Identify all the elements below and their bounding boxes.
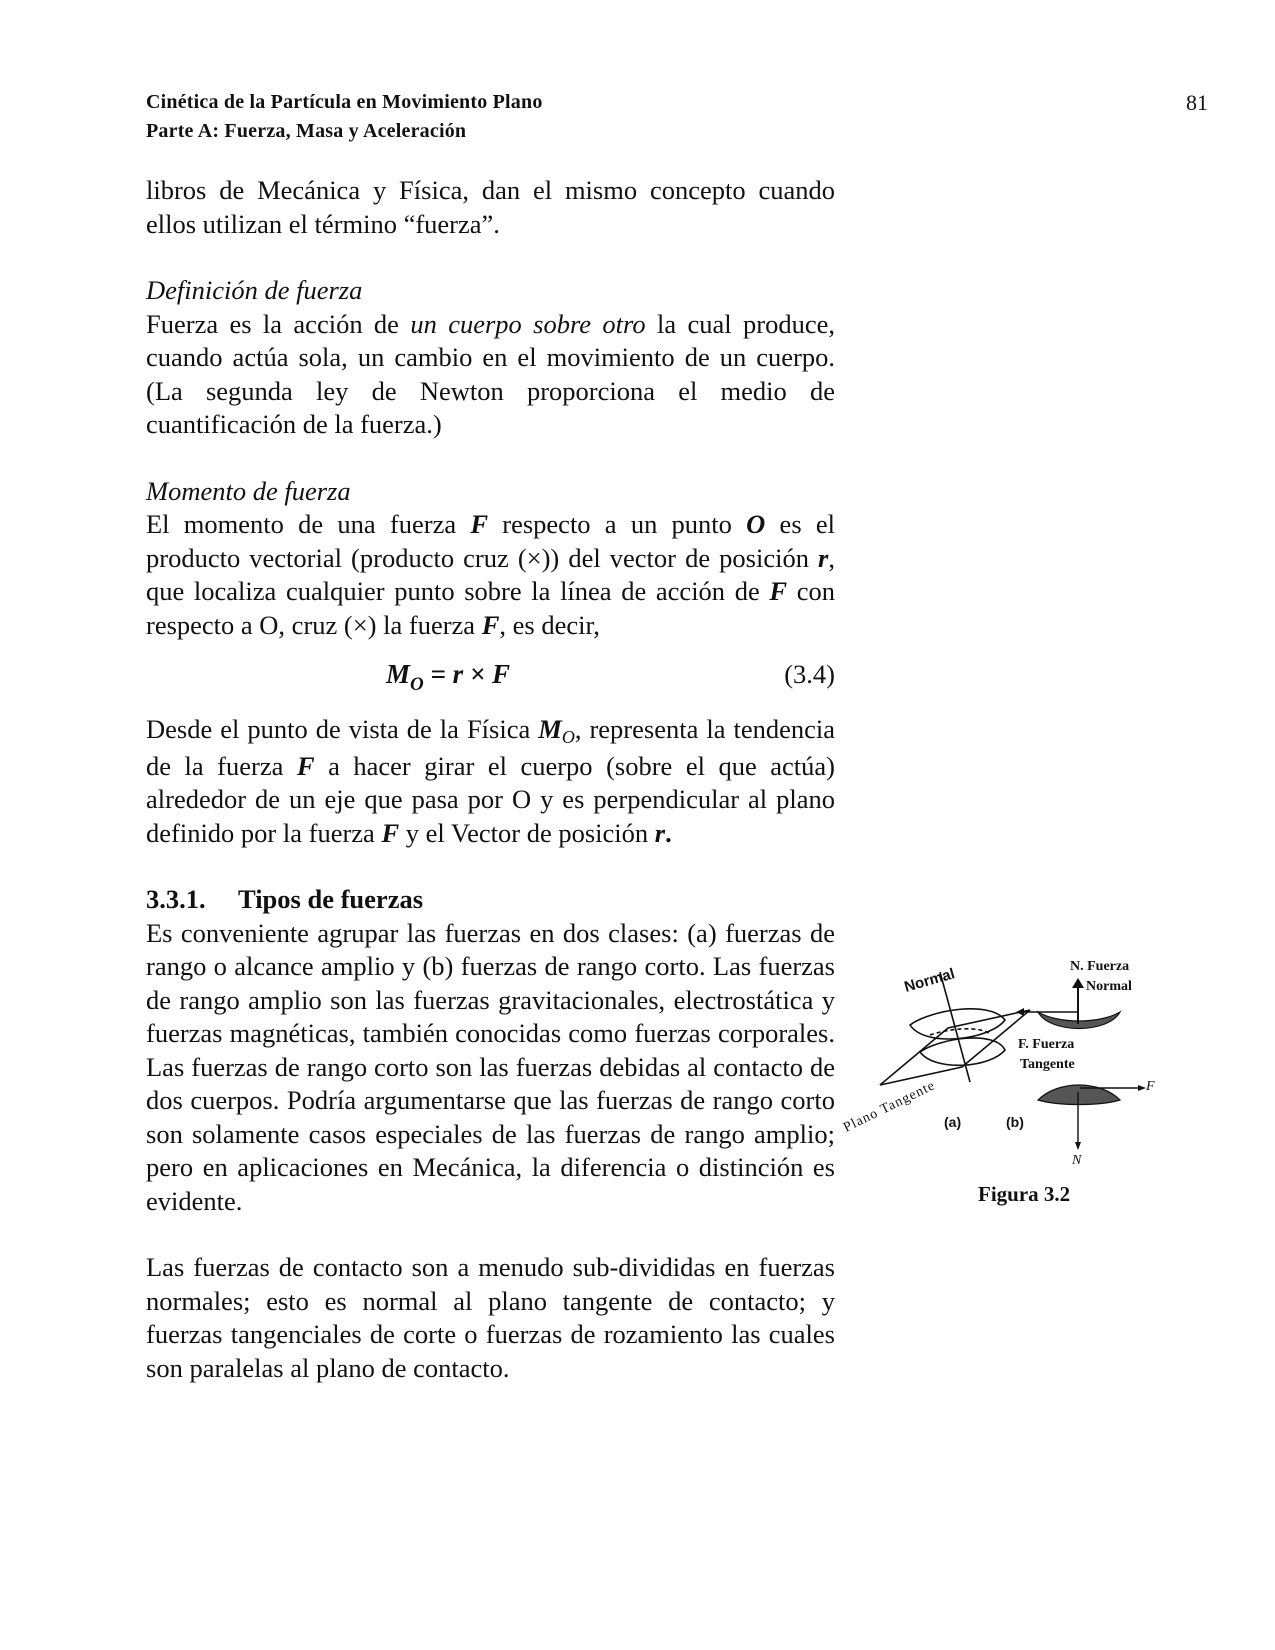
label-tangente: Tangente [1020,1057,1075,1072]
moment-paragraph [146,508,835,642]
label-n-fuerza: N. Fuerza [1070,959,1130,974]
figure-b-labels [1018,959,1155,1168]
label-a: (a) [944,1114,962,1130]
paragraph-intro: libros de Mecánica y Física, dan el mismo concepto cuando ellos utilizan el término “fuerza”. [146,175,835,239]
text-run: a hacer girar el cuerpo (sobre el que actúa) alrededor de un eje que pasa por O y es perpendicular al plano definido por la fuerza [146,750,835,848]
text-run: El momento de una fuerza [146,509,471,539]
symbol-F: F [470,509,489,539]
text-run: y el Vector de posición [399,817,655,848]
equation-number: (3.4) [784,659,835,689]
equation-formula [386,658,510,695]
figure-3-2 [841,950,1200,1206]
figure-labels [841,965,1024,1135]
symbol-F: F [769,576,788,606]
label-n-normal: Normal [1086,979,1132,994]
running-header [146,88,1216,146]
label-normal: Normal [902,965,957,996]
text-run: respecto a un punto [488,509,747,539]
label-f: F [1146,1079,1155,1094]
figure-drawing [841,950,1200,1182]
text-run: , que localiza cualquier punto sobre la línea de acción de [146,542,835,606]
equation-rhs: = r × F [423,659,511,689]
label-n: N [1072,1153,1082,1168]
text-run: , es decir, [499,609,600,640]
text-run: Fuerza es la acción de [146,308,411,339]
text-run: con respecto a O, cruz (×) la fuerza [146,576,835,640]
physics-paragraph [146,713,835,850]
label-f-fuerza: F. Fuerza [1018,1037,1075,1052]
label-plano-tangente: Plano Tangente [841,1078,938,1136]
section-heading [146,883,835,917]
symbol-F: F [296,750,315,781]
text-run: es el producto vectorial (producto cruz (×)) del vector de posición [146,509,836,573]
header-title-line-2: Parte A: Fuerza, Masa y Aceleración [146,120,467,142]
text-run: Desde el punto de vista de la Física [146,714,539,744]
body-text [146,174,835,1385]
symbol-r: r [654,817,666,848]
emphasis-text: un cuerpo sobre otro [410,308,646,339]
f-arrowhead [1138,1085,1146,1091]
symbol-O: O [746,509,766,539]
equation-3-4 [146,650,835,705]
normal-arrowhead [1072,978,1084,988]
text-run: , representa la tendencia de la fuerza [146,714,835,781]
symbol-F: F [481,609,500,640]
header-title-line-1: Cinética de la Partícula en Movimiento Plano [146,91,543,113]
section-title: Tipos de fuerzas [238,884,424,914]
text-run: . [665,817,672,848]
n-arrowhead [1075,1142,1081,1150]
symbol-M-subscript: O [561,727,575,747]
tangent-arrowhead [1016,1008,1024,1016]
symbol-r: r [818,542,829,573]
types-paragraph-1: Es conveniente agrupar las fuerzas en dos clases: (a) fuerzas de rango o alcance amplio y (b) fuerzas de rango corto. Las fuerzas de rango amplio son las fuerzas gravitacionales, electrostática y fuerzas magnéticas, también conocidas como fuerzas corporales. Las fuerzas de rango corto son las fuerzas debidas al contacto de dos cuerpos. Podría argumentarse que las fuerzas de rango corto son solamente casos especiales de las fuerzas de rango amplio; pero en aplicaciones en Mecánica, la diferencia o distinción es evidente. [146,917,835,1216]
moment-heading: Momento de fuerza [146,475,351,506]
tangent-plane [880,1010,1030,1085]
equation-subscript: O [410,674,424,695]
definition-paragraph [146,308,835,442]
label-b: (b) [1006,1114,1024,1130]
figure-caption: Figura 3.2 [978,1182,1071,1206]
symbol-F: F [381,817,400,848]
equation-M: M [386,659,411,689]
text-run: la cual produce, cuando actúa sola, un cambio en el movimiento de un cuerpo. (La segunda ley de Newton proporciona el medio de cuantificación de la fuerza.) [146,308,835,439]
symbol-M: M [538,714,562,744]
figure-a-lines [880,972,1030,1085]
page-number: 81 [1186,90,1208,115]
definition-heading: Definición de fuerza [146,275,363,305]
types-paragraph-2: Las fuerzas de contacto son a menudo sub-divididas en fuerzas normales; esto es normal al plano tangente de contacto; y fuerzas tangenciales de corte o fuerzas de rozamiento las cuales son paralelas al plano de contacto. [146,1252,835,1383]
section-number: 3.3.1. [146,884,206,914]
